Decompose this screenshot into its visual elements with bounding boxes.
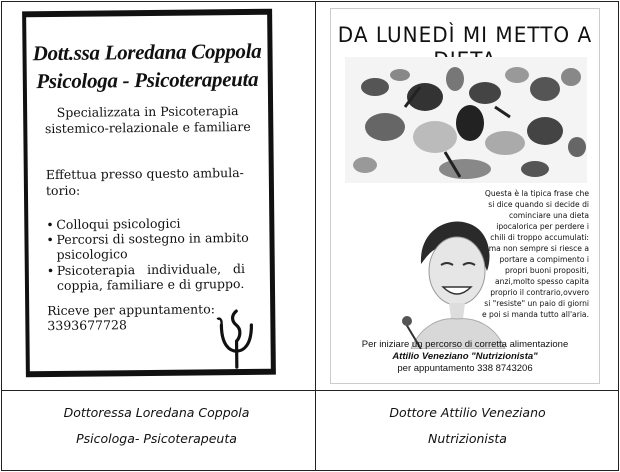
service-item-continuation: coppia, familiare e di gruppo. [56,276,245,293]
service-item-continuation: psicologico [56,246,128,262]
psychologist-ad-card [22,9,276,378]
body-line: e poi si manda tutto all'aria. [481,310,589,319]
body-line: proprio il contrario,ovvero [490,288,589,297]
body-line: si "resiste" un paio di giorni [484,299,589,308]
services-intro-line-1: Effettua presso questo ambula- [45,165,244,183]
body-line: Questa è la tipica frase che [484,189,589,198]
body-line: chili di troppo accumulati: [490,233,589,242]
body-line: si dice quando si decide di [488,200,589,209]
nutritionist-caption-phone: per appuntamento 338 8743206 [397,363,533,374]
body-line: ipocalorica per perdere i [496,222,589,231]
specialization-line-2: sistemico-relazionale e familiare [44,118,251,137]
body-line: ma non sempre si riesce a [488,244,589,253]
column-divider [315,2,316,470]
psychologist-phone: 3393677728 [47,317,127,334]
left-caption-name: Dottoressa Loredana Coppola [63,405,250,420]
appointment-label: Riceve per appuntamento: [47,301,215,319]
services-intro-line-2: torio: [45,182,81,199]
service-item: • Colloqui psicologici [46,215,181,233]
service-item: • Percorsi di sostegno in ambito [46,229,249,248]
psi-symbol-icon [209,305,264,372]
specialization-line-1: Specializzata in Psicoterapia [56,103,239,120]
nutritionist-headline: DA LUNEDÌ MI METTO A [337,21,593,47]
row-divider [2,390,618,391]
body-line: anzi,molto spesso capita [495,277,589,286]
body-line: portare a compimento i [499,255,589,264]
vegetables-photo-icon [345,57,587,183]
body-line: cominciare una dieta [508,211,589,220]
psychologist-name: Dott.ssa Loredana Coppola [32,38,262,66]
right-caption-role: Nutrizionista [428,431,507,446]
left-caption-role: Psicologa- Psicoterapeuta [76,431,237,446]
nutritionist-caption-line-1: Per iniziare un percorso di corretta alimentazione [361,339,569,350]
psychologist-ad-content [26,15,271,372]
right-caption-name: Dottore Attilio Veneziano [389,405,546,420]
psychologist-role: Psicologa - Psicoterapeuta [36,66,259,94]
service-item: • Psicoterapia individuale, di [46,260,246,279]
nutritionist-ad-card [330,8,600,384]
body-line: propri buoni propositi, [505,266,589,275]
nutritionist-caption-name: Attilio Veneziano "Nutrizionista" [392,351,538,362]
